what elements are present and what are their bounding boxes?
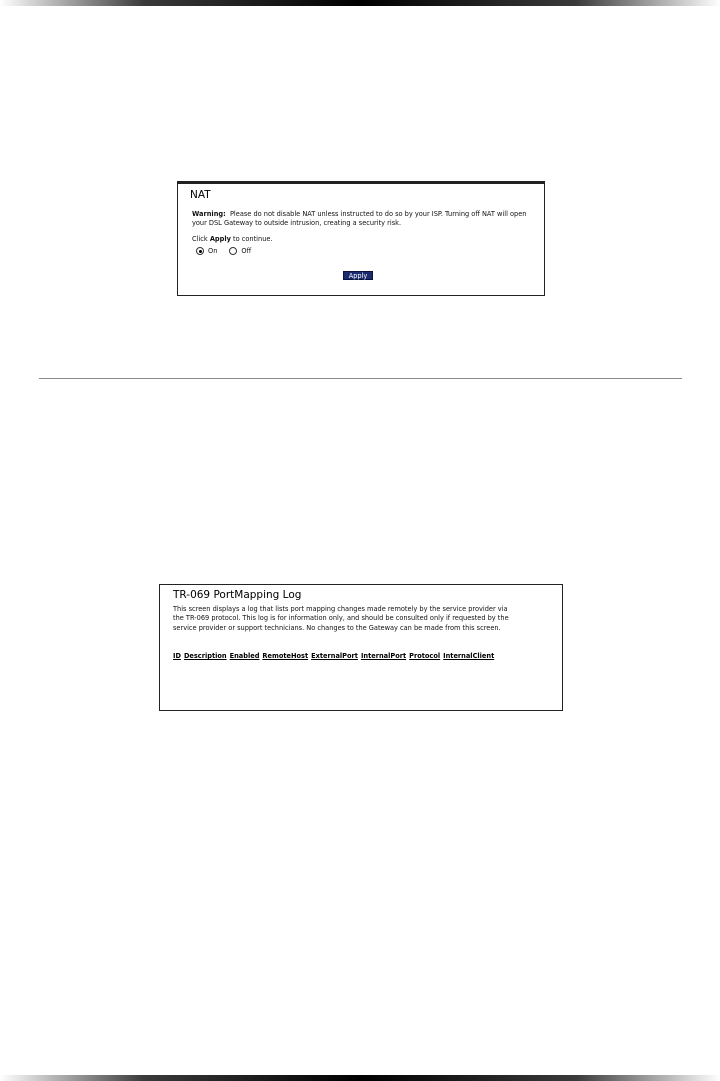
portmapping-description: This screen displays a log that lists port mapping changes made remotely by the service provider via the TR-069 protocol. This log is for information only, and should be consulted only if requested by the service provider or support technicians. No changes to the Gateway can be made from this screen.	[173, 605, 509, 632]
column-header-externalport: ExternalPort	[311, 652, 358, 660]
radio-off-button[interactable]	[229, 247, 237, 255]
portmapping-column-headers	[173, 652, 497, 660]
radio-off-label: Off	[241, 247, 252, 255]
radio-on-label: On	[208, 247, 218, 255]
nat-radio-group	[196, 247, 263, 255]
warning-text: Please do not disable NAT unless instructed to do so by your ISP. Turning off NAT will open your DSL Gateway to outside intrusion, creating a security risk.	[192, 210, 527, 227]
apply-button[interactable]: Apply	[343, 271, 373, 280]
column-header-remotehost: RemoteHost	[262, 652, 309, 660]
click-apply-instruction	[192, 235, 273, 243]
nat-warning	[192, 210, 542, 228]
column-header-internalport: InternalPort	[360, 652, 407, 660]
radio-off-option[interactable]	[229, 247, 251, 255]
bottom-edge-bar	[0, 1075, 720, 1081]
column-header-description: Description	[183, 652, 227, 660]
radio-on-button[interactable]	[196, 247, 204, 255]
top-edge-bar	[0, 0, 720, 6]
click-prefix: Click	[192, 235, 208, 243]
click-bold: Apply	[209, 235, 231, 243]
warning-label: Warning:	[192, 210, 226, 218]
portmapping-title: TR-069 PortMapping Log	[173, 589, 302, 601]
nat-panel	[177, 181, 545, 296]
column-header-id: ID	[173, 652, 181, 660]
column-header-internalclient: InternalClient	[443, 652, 495, 660]
column-header-protocol: Protocol	[409, 652, 441, 660]
click-suffix: to continue.	[233, 235, 273, 243]
column-header-enabled: Enabled	[229, 652, 260, 660]
radio-on-option[interactable]	[196, 247, 217, 255]
section-divider	[39, 378, 682, 379]
nat-title: NAT	[190, 189, 211, 201]
portmapping-log-panel	[159, 584, 563, 711]
